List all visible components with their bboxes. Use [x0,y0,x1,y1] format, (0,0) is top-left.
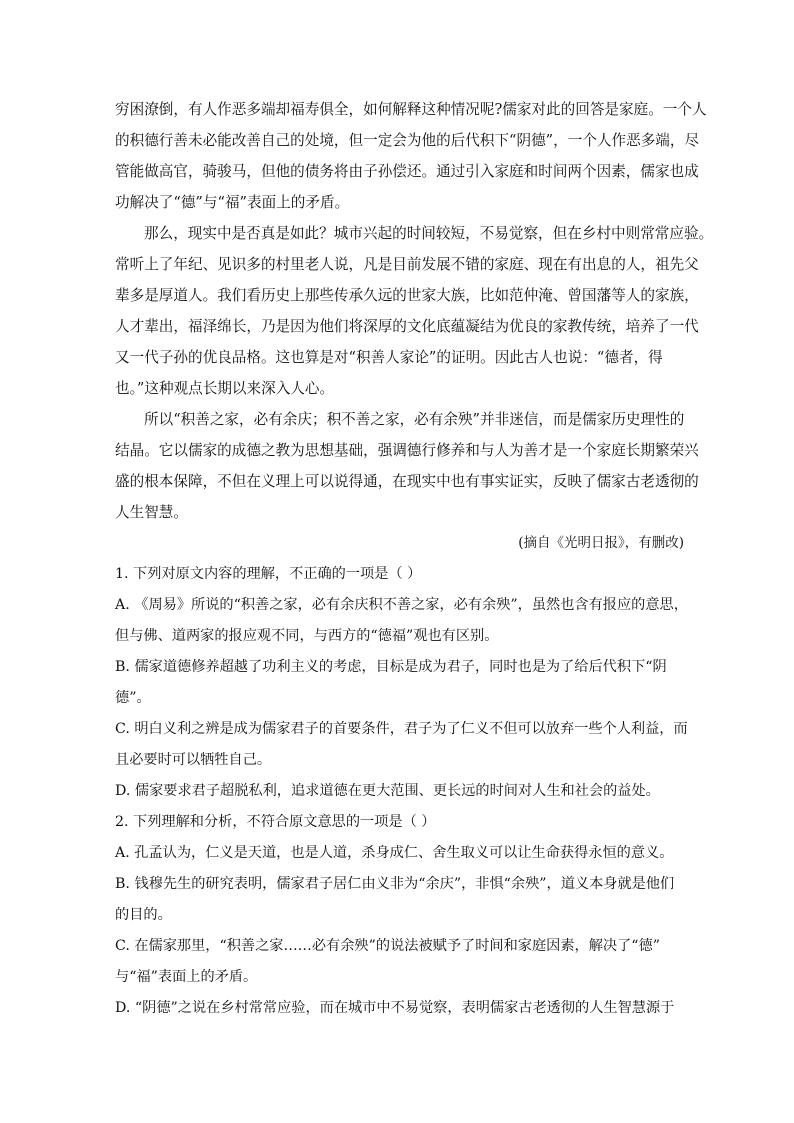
paragraph-3 [115,404,699,528]
option-d: D. “阴德”之说在乡村常常应验，而在城市中不易觉察，表明儒家古老透彻的人生智慧源于 [115,1000,675,1016]
option-c: C. 明白义利之辨是成为儒家君子的首要条件，君子为了仁义不但可以放弃一些个人利益，而 [115,721,688,737]
text-line: 功解决了“德”与“福”表面上的矛盾。 [115,194,350,211]
question-stem: 2. 下列理解和分析，不符合原文意思的一项是（ ） [115,814,436,830]
paragraph-2 [115,218,714,404]
document-page [115,94,714,1024]
option-b-cont: 德”。 [115,690,151,706]
option-b-cont: 的目的。 [115,907,172,923]
option-a: A. 《周易》所说的“积善之家，必有余庆积不善之家，必有余殃”，虽然也含有报应的意思， [115,597,688,613]
option-b: B. 钱穆先生的研究表明，儒家君子居仁由义非为“余庆”，非惧“余殃”，道义本身就是他们 [115,876,675,892]
text-line: 盛的根本保障，不但在义理上可以说得通，在现实中也有事实证实，反映了儒家古老透彻的 [115,473,699,490]
question-2 [115,807,684,1024]
text-line: 辈多是厚道人。我们看历史上那些传承久远的世家大族，比如范仲淹、曾国藩等人的家族， [115,287,699,304]
text-line: 管能做高官，骑骏马，但他的债务将由子孙偿还。通过引入家庭和时间两个因素，儒家也成 [115,163,699,180]
text-line: 也。”这种观点长期以来深入人心。 [115,380,335,397]
text-line: 结晶。它以儒家的成德之教为思想基础，强调德行修养和与人为善才是一个家庭长期繁荣兴 [115,442,699,459]
text-line: 那么，现实中是否真是如此？城市兴起的时间较短，不易觉察，但在乡村中则常常应验。 [144,225,714,242]
option-b: B. 儒家道德修养超越了功利主义的考虑，目标是成为君子，同时也是为了给后代积下“阴 [115,659,667,675]
text-line: 的积德行善未必能改善自己的处境，但一定会为他的后代积下“阴德”，一个人作恶多端，尽 [115,132,700,149]
option-c-cont: 与“福”表面上的矛盾。 [115,969,258,985]
text-line: 所以“积善之家，必有余庆；积不善之家，必有余殃”并非迷信，而是儒家历史理性的 [144,411,685,428]
text-line: 人生智慧。 [115,504,188,521]
text-line: 人才辈出，福泽绵长，乃是因为他们将深厚的文化底蕴凝结为优良的家教传统，培养了一代 [115,318,699,335]
text-line: 又一代子孙的优良品格。这也算是对“积善人家论”的证明。因此古人也说：“德者，得 [115,349,663,366]
question-1 [115,559,688,807]
text-line: 穷困潦倒，有人作恶多端却福寿俱全，如何解释这种情况呢?儒家对此的回答是家庭。一个人 [115,101,707,118]
option-a-cont: 但与佛、道两家的报应观不同，与西方的“德福”观也有区别。 [115,628,499,644]
option-a: A. 孔孟认为，仁义是天道，也是人道，杀身成仁、舍生取义可以让生命获得永恒的意义。 [115,845,674,861]
option-c-cont: 且必要时可以牺牲自己。 [115,752,272,768]
option-d: D. 儒家要求君子超脱私利，追求道德在更大范围、更长远的时间对人生和社会的益处。 [115,783,660,799]
question-stem: 1. 下列对原文内容的理解，不正确的一项是（ ） [115,566,422,582]
paragraph-1 [115,94,707,218]
option-c: C. 在儒家那里，“积善之家……必有余殃”的说法被赋予了时间和家庭因素，解决了“德” [115,938,660,954]
article-source: (摘自《光明日报》，有删改) [518,535,684,551]
text-line: 常听上了年纪、见识多的村里老人说，凡是目前发展不错的家庭、现在有出息的人，祖先父 [115,256,699,273]
